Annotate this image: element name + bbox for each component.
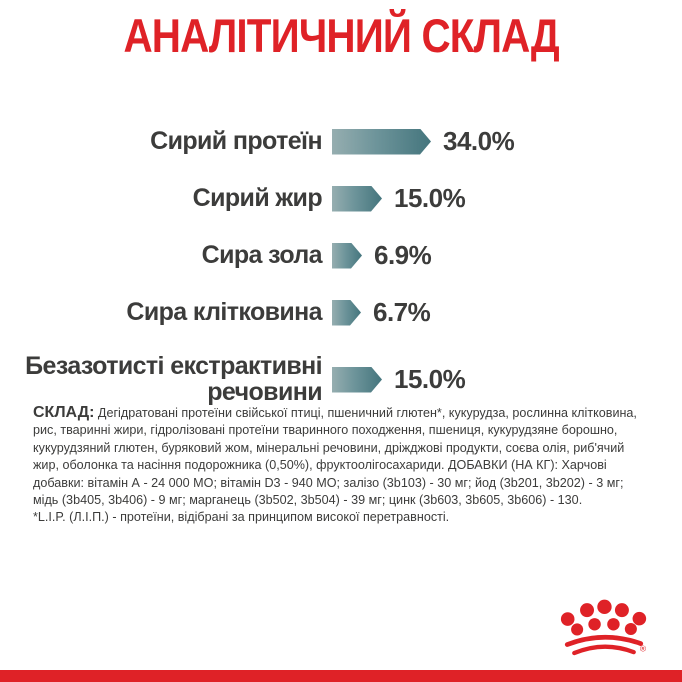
crown-dot (571, 623, 583, 635)
bar (332, 129, 431, 155)
value-label: 6.9% (374, 240, 432, 270)
composition-text: Дегідратовані протеїни свійської птиці, пшеничний глютен*, кукурудза, рослинна клітковина, рис, тваринні жири, гідролізовані протеїни тваринного походження, пшениця, кукурудзяне борошно, кукурудзяний глютен, буряковий жом, мінеральні речовини, дріжджові продукти, соєва олія, риб'ячий жир, оболонка та насіння подорожника (0,50%), фруктоолігосахариди. ДОБАВКИ (НА КГ): Харчові добавки: вітамін А - 24 000 МО; вітамін D3 - 940 МО; залізо (3b103) - 30 мг; йод (3b201, 3b202) - 3 мг; мідь (3b405, 3b406) - 9 мг; марганець (3b502, 3b504) - 39 мг; цинк (3b603, 3b605, 3b606) - 130. (33, 406, 637, 508)
crown-dot (561, 612, 575, 626)
category-label: Сирий жир (192, 183, 322, 212)
bar (332, 243, 362, 269)
bar (332, 186, 382, 212)
value-label: 6.7% (373, 297, 431, 327)
registered-trademark-symbol: ® (639, 643, 647, 654)
chart-row (0, 183, 682, 214)
crown-dot (607, 618, 619, 630)
page-title: АНАЛІТИЧНИЙ СКЛАД (123, 9, 559, 62)
composition-label: СКЛАД: (33, 404, 95, 421)
bar (332, 300, 361, 326)
category-label: Сира клітковина (126, 297, 322, 326)
lip-footnote: *L.I.P. (Л.І.П.) - протеїни, відібрані за принципом високої перетравності. (33, 510, 450, 525)
crown-dot (597, 600, 611, 614)
category-label: Сирий протеїн (150, 126, 322, 155)
category-label: Безазотисті екстрактивні речовини (25, 352, 322, 406)
chart-row (0, 240, 682, 271)
chart-row (0, 354, 682, 405)
category-label: Сира зола (201, 240, 322, 269)
crown-dot (615, 603, 629, 617)
crown-base-arc-upper (567, 637, 641, 644)
brand-red-band (0, 670, 682, 682)
value-label: 34.0% (443, 126, 515, 156)
page-title-wrap (0, 8, 682, 63)
crown-dot (625, 623, 637, 635)
value-label: 15.0% (394, 183, 466, 213)
crown-base-arc-lower (574, 647, 633, 653)
crown-dot (633, 612, 647, 626)
composition-paragraph (33, 404, 650, 527)
value-label: 15.0% (394, 364, 466, 394)
bar (332, 367, 382, 393)
crown-dot (580, 603, 594, 617)
crown-dot (588, 618, 600, 630)
chart-row (0, 126, 682, 157)
chart-row (0, 297, 682, 328)
royal-canin-crown-logo (556, 596, 652, 662)
nutrition-bar-chart (0, 126, 682, 431)
composition-text-block (33, 404, 650, 509)
